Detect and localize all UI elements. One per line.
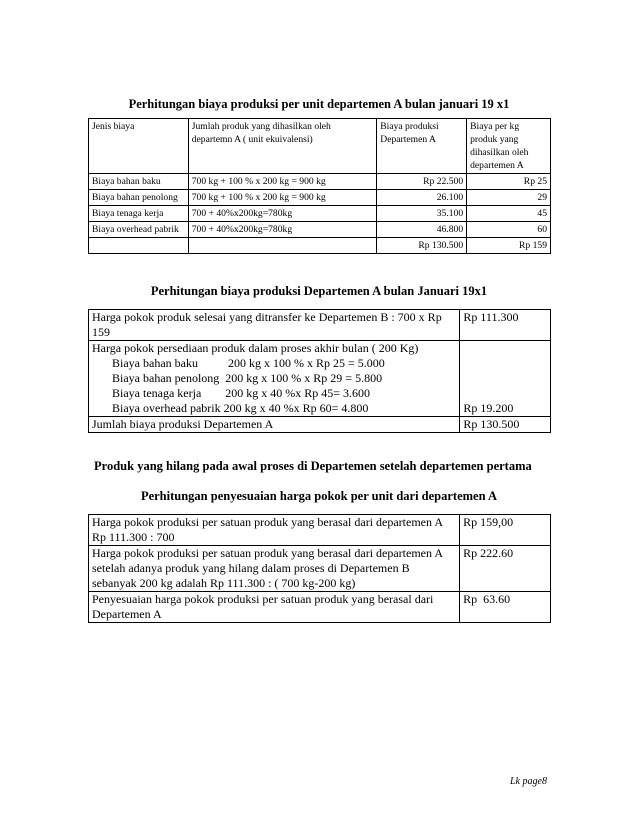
table-cell: Biaya overhead pabrik <box>89 222 189 238</box>
table-cell: Rp 22.500 <box>377 174 467 190</box>
section1-title: Perhitungan biaya produksi per unit departemen A bulan januari 19 x1 <box>128 97 510 111</box>
table-cell: 700 kg + 100 % x 200 kg = 900 kg <box>188 190 377 206</box>
cost-line: Biaya bahan penolong 200 kg x 100 % x Rp 29 = 5.800 <box>112 371 383 385</box>
table-cell: Harga pokok produksi per satuan produk yang berasal dari departemen A setelah adanya produk yang hilang dalam proses di Departemen B sebanyak 200 kg adalah Rp 111.300 : ( 700 kg-200 kg) <box>89 546 460 592</box>
table-cell: 700 + 40%x200kg=780kg <box>188 222 377 238</box>
table-cell <box>89 515 460 546</box>
header-cell: Jumlah produk yang dihasilkan oleh departemn A ( unit ekuivalensi) <box>188 119 377 174</box>
section2-title: Perhitungan biaya produksi Departemen A bulan Januari 19x1 <box>150 284 488 298</box>
section3-heading: Produk yang hilang pada awal proses di Departemen setelah departemen pertama <box>94 459 532 473</box>
row-heading: Harga pokok persediaan produk dalam proses akhir bulan ( 200 Kg) <box>92 341 419 355</box>
table-row <box>89 341 551 417</box>
table-total-row <box>89 238 551 254</box>
table-row <box>89 546 551 592</box>
table-header-row <box>89 119 551 174</box>
table-cell: Rp 111.300 <box>460 310 551 341</box>
table-row <box>89 206 551 222</box>
header-cell: Biaya produksi Departemen A <box>377 119 467 174</box>
unit-cost-table <box>88 118 551 254</box>
table-cell <box>89 238 189 254</box>
table-cell: Rp 222.60 <box>460 546 551 592</box>
table-cell: Rp 25 <box>467 174 551 190</box>
header-cell: Jenis biaya <box>89 119 189 174</box>
cost-line: Biaya tenaga kerja 200 kg x 40 %x Rp 45= 3.600 <box>112 386 371 400</box>
adjustment-table <box>88 514 551 623</box>
table-total-row <box>89 417 551 433</box>
section3-title: Perhitungan penyesuaian harga pokok per unit dari departemen A <box>140 489 498 503</box>
production-cost-table <box>88 309 551 433</box>
table-row <box>89 190 551 206</box>
cost-line: Biaya bahan baku 200 kg x 100 % x Rp 25 = 5.000 <box>112 356 385 370</box>
table-cell: 700 + 40%x200kg=780kg <box>188 206 377 222</box>
table-cell: Rp 130.500 <box>460 417 551 433</box>
cost-line: Biaya overhead pabrik 200 kg x 40 %x Rp 60= 4.800 <box>112 401 369 415</box>
table-row <box>89 174 551 190</box>
row-formula: Rp 111.300 : 700 <box>92 530 175 544</box>
table-cell: 46.800 <box>377 222 467 238</box>
table-row <box>89 222 551 238</box>
table-cell: Harga pokok produk selesai yang ditransfer ke Departemen B : 700 x Rp 159 <box>89 310 460 341</box>
table-cell: 45 <box>467 206 551 222</box>
table-cell <box>89 341 460 417</box>
table-cell: Rp 130.500 <box>377 238 467 254</box>
table-cell: Rp 63.60 <box>460 592 551 623</box>
table-cell: 35.100 <box>377 206 467 222</box>
table-row <box>89 515 551 546</box>
header-cell: Biaya per kg produk yang dihasilkan oleh departemen A <box>467 119 551 174</box>
table-cell: Biaya tenaga kerja <box>89 206 189 222</box>
table-cell <box>188 238 377 254</box>
table-cell: Jumlah biaya produksi Departemen A <box>89 417 460 433</box>
table-cell: Rp 159 <box>467 238 551 254</box>
table-row <box>89 592 551 623</box>
table-cell: 29 <box>467 190 551 206</box>
table-cell: 60 <box>467 222 551 238</box>
table-cell: Biaya bahan penolong <box>89 190 189 206</box>
table-cell: Biaya bahan baku <box>89 174 189 190</box>
table-cell: Rp 19.200 <box>460 341 551 417</box>
table-cell: Penyesuaian harga pokok produksi per satuan produk yang berasal dari Departemen A <box>89 592 460 623</box>
row-label: Harga pokok produksi per satuan produk yang berasal dari departemen A <box>92 515 444 529</box>
page-footer: Lk page8 <box>510 776 547 787</box>
table-cell: Rp 159,00 <box>460 515 551 546</box>
table-cell: 26.100 <box>377 190 467 206</box>
table-cell: 700 kg + 100 % x 200 kg = 900 kg <box>188 174 377 190</box>
table-row <box>89 310 551 341</box>
